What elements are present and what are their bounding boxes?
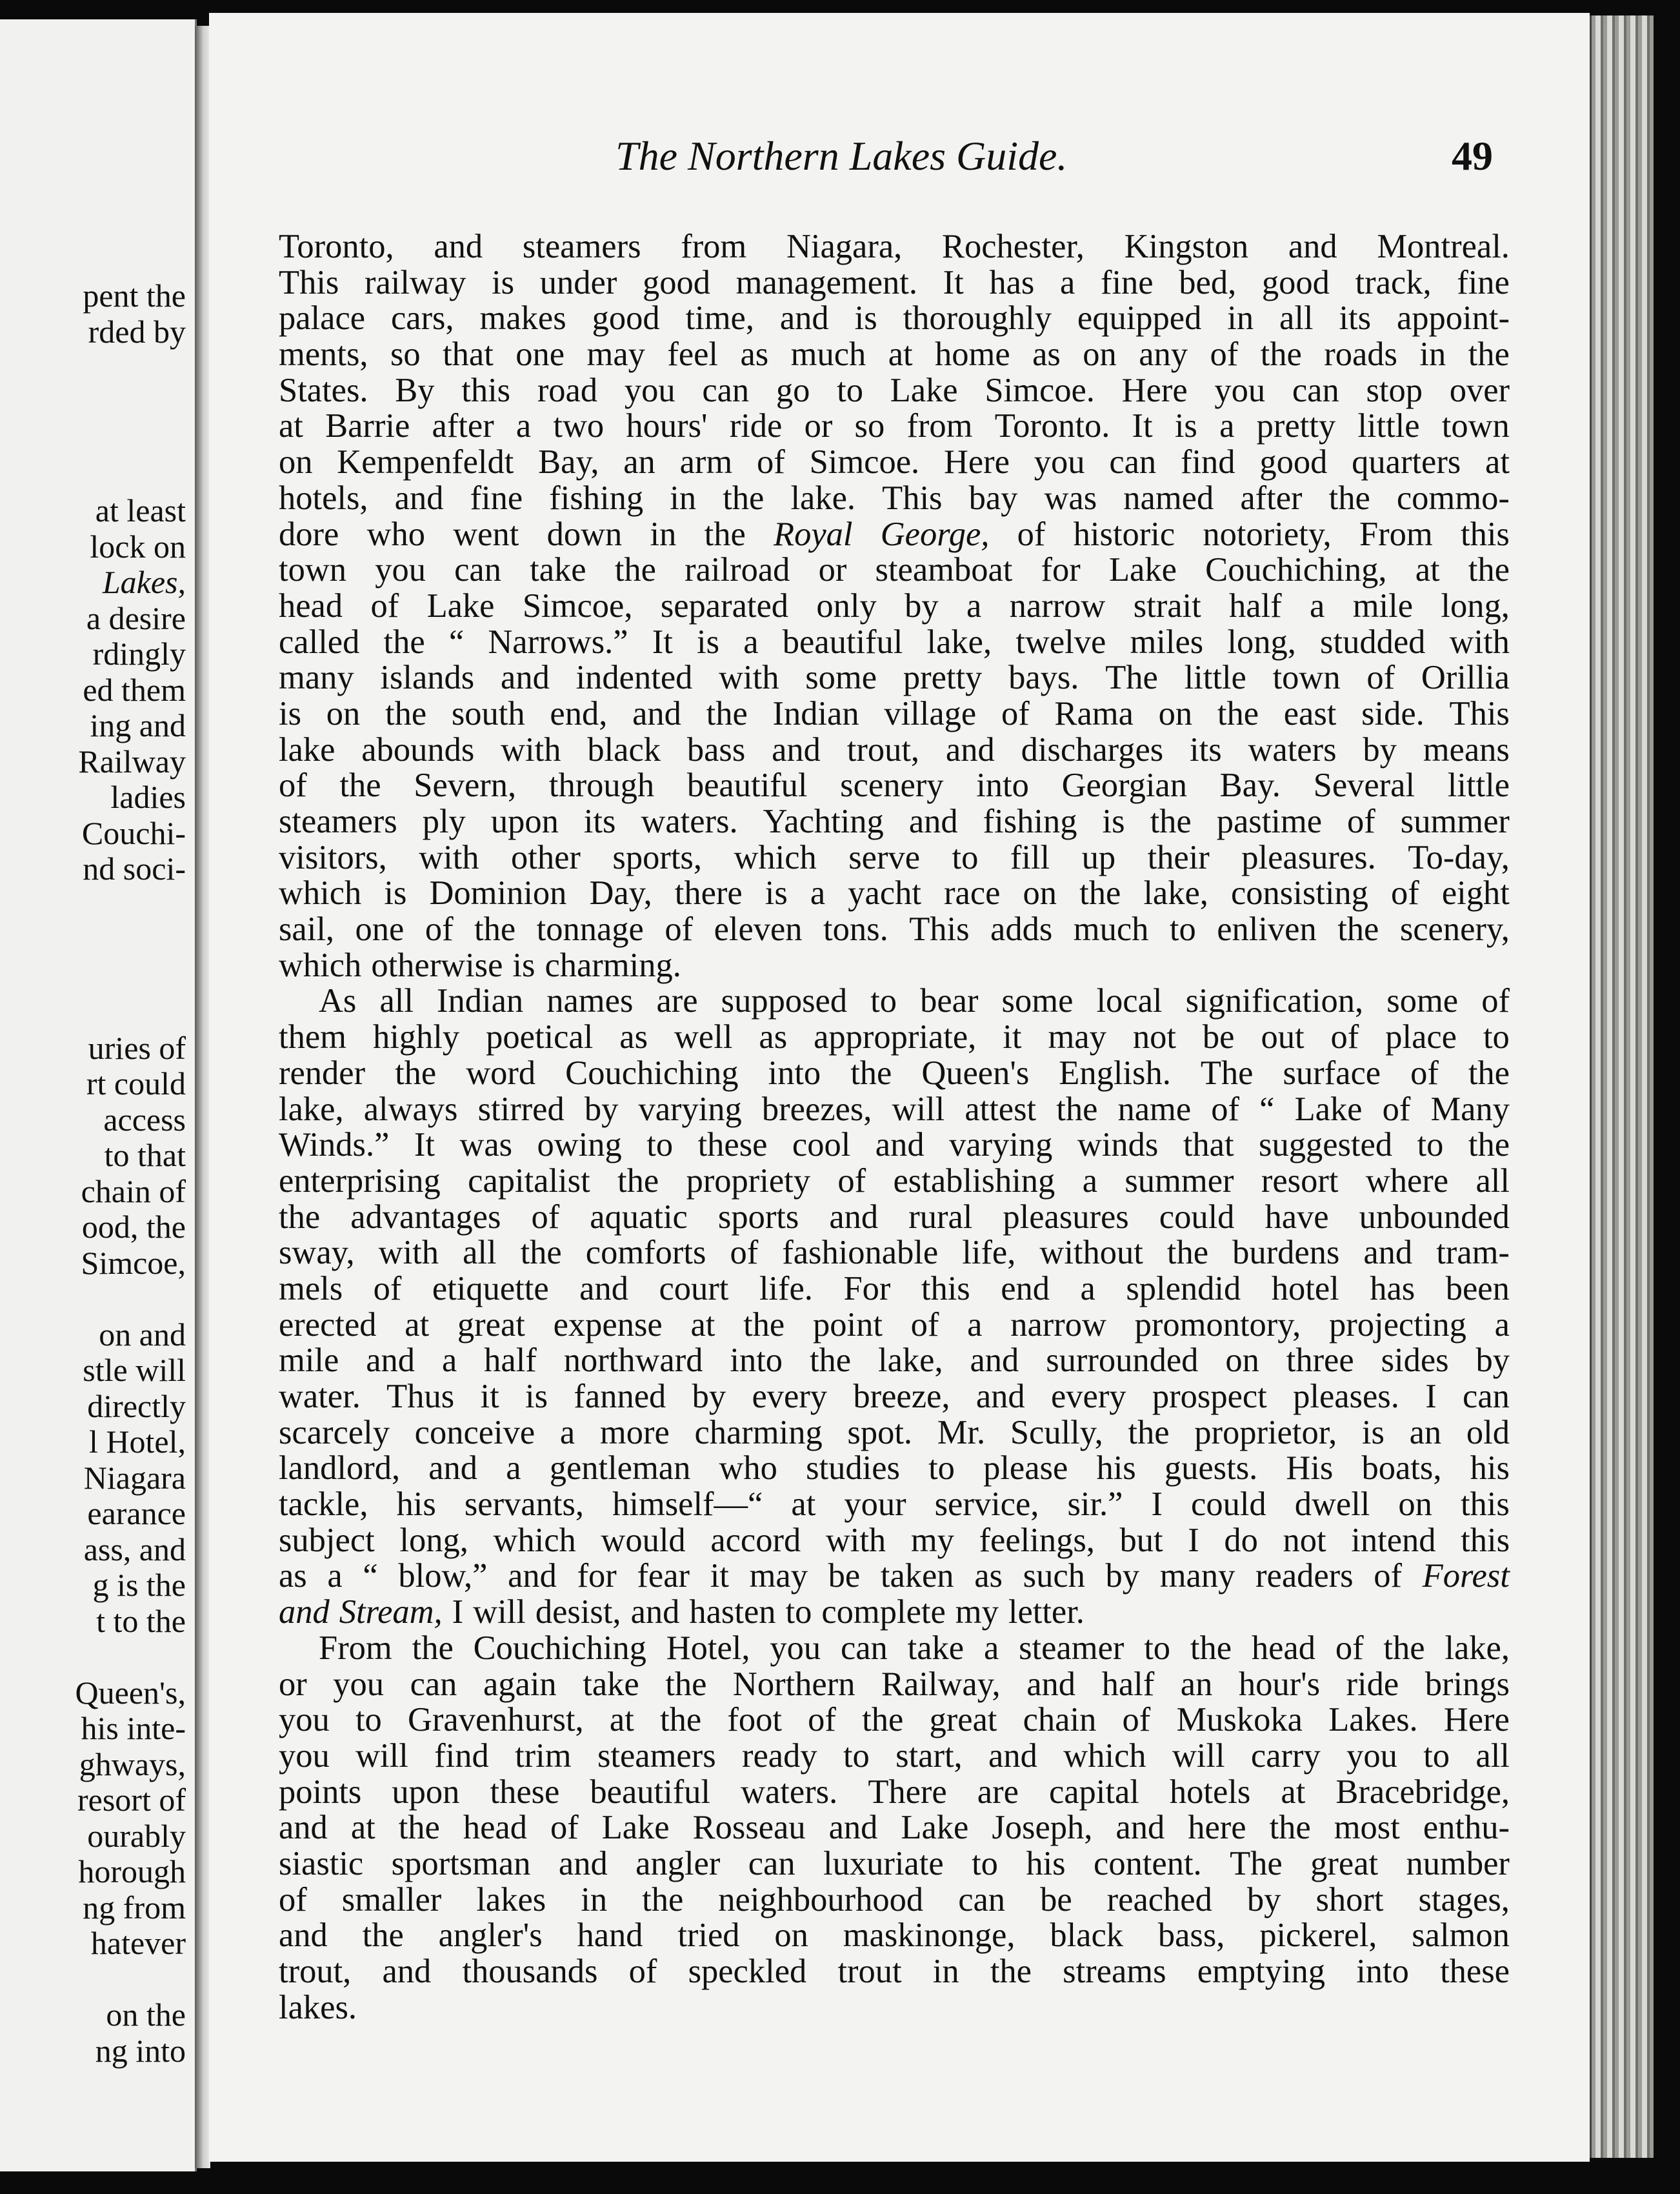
left-page-fragment: l Hotel, bbox=[89, 1424, 186, 1460]
text-line: ments, so that one may feel as much at home as on any of the roads in the bbox=[279, 336, 1510, 374]
left-page-fragment: to that bbox=[104, 1137, 186, 1173]
left-page-fragment: access bbox=[103, 1101, 186, 1138]
left-page-fragment: earance bbox=[87, 1495, 186, 1531]
left-page-fragment: chain of bbox=[81, 1172, 186, 1209]
left-page-fragment: directly bbox=[87, 1387, 186, 1424]
left-page-fragment: ghways, bbox=[79, 1746, 186, 1782]
left-page-fragment: a desire bbox=[86, 599, 186, 636]
text-line: at Barrie after a two hours' ride or so from Toronto. It is a pretty little town bbox=[279, 407, 1510, 445]
left-page-fragment: pent the bbox=[83, 277, 186, 314]
text-line: siastic sportsman and angler can luxuriate to his content. The great number bbox=[279, 1844, 1510, 1882]
text-line: water. Thus it is fanned by every breeze, and every prospect pleases. I can bbox=[279, 1378, 1510, 1415]
left-facing-page bbox=[0, 19, 197, 2171]
left-page-fragment: Simcoe, bbox=[81, 1244, 186, 1281]
text-line: States. By this road you can go to Lake Simcoe. Here you can stop over bbox=[279, 371, 1510, 409]
left-page-fragment: ng into bbox=[95, 2032, 186, 2069]
page-49 bbox=[209, 13, 1590, 2162]
text-line: scarcely conceive a more charming spot. Mr. Scully, the proprietor, is an old bbox=[279, 1413, 1510, 1451]
text-line: lake abounds with black bass and trout, and discharges its waters by means bbox=[279, 730, 1510, 769]
text-line: which otherwise is charming. bbox=[279, 946, 681, 984]
text-line: points upon these beautiful waters. There are capital hotels at Bracebridge, bbox=[279, 1773, 1510, 1811]
text-line: which is Dominion Day, there is a yacht race on the lake, consisting of eight bbox=[279, 874, 1510, 912]
text-line: town you can take the railroad or steamboat for Lake Couchiching, at the bbox=[279, 551, 1510, 589]
running-header-title: The Northern Lakes Guide. bbox=[615, 133, 1068, 179]
left-page-fragment: Lakes, bbox=[102, 564, 186, 600]
text-line: trout, and thousands of speckled trout in the streams emptying into these bbox=[279, 1953, 1510, 1990]
left-page-fragment: t to the bbox=[96, 1602, 186, 1639]
text-line: sail, one of the tonnage of eleven tons. This adds much to enliven the scenery, bbox=[279, 911, 1510, 949]
page-number: 49 bbox=[1452, 133, 1493, 179]
left-page-fragment: ood, the bbox=[81, 1209, 186, 1245]
text-line: lake, always stirred by varying breezes, will attest the name of “ Lake of Many bbox=[279, 1090, 1510, 1128]
text-line: lakes. bbox=[279, 1988, 357, 2026]
left-page-fragment: uries of bbox=[88, 1029, 186, 1066]
left-page-fragment: ladies bbox=[110, 779, 186, 815]
body-text bbox=[279, 229, 1510, 2026]
text-line: of smaller lakes in the neighbourhood can be reached by short stages, bbox=[279, 1880, 1510, 1918]
left-page-fragment: ass, and bbox=[83, 1531, 186, 1567]
text-line: subject long, which would accord with my feelings, but I do not intend this bbox=[279, 1521, 1510, 1559]
text-line: steamers ply upon its waters. Yachting and fishing is the pastime of summer bbox=[279, 803, 1510, 840]
text-line: Winds.” It was owing to these cool and varying winds that suggested to the bbox=[279, 1126, 1510, 1164]
left-page-fragment: rded by bbox=[88, 313, 186, 350]
text-line: This railway is under good management. It has a fine bed, good track, fine bbox=[279, 263, 1510, 301]
text-line: dore who went down in the Royal George, of historic notoriety, From this bbox=[279, 515, 1510, 553]
left-page-fragment: Couchi- bbox=[81, 814, 186, 851]
left-page-fragment: ourably bbox=[87, 1817, 186, 1854]
text-line: render the word Couchiching into the Queen's English. The surface of the bbox=[279, 1054, 1510, 1092]
left-page-fragment: rt could bbox=[86, 1065, 186, 1102]
left-page-fragment: g is the bbox=[92, 1567, 186, 1603]
text-line: and the angler's hand tried on maskinonge, black bass, pickerel, salmon bbox=[279, 1917, 1510, 1955]
text-line: sway, with all the comforts of fashionable life, without the burdens and tram- bbox=[279, 1234, 1510, 1272]
text-line: From the Couchiching Hotel, you can take a steamer to the head of the lake, bbox=[319, 1629, 1510, 1667]
text-line: enterprising capitalist the propriety of establishing a summer resort where all bbox=[279, 1162, 1510, 1200]
text-line: as a “ blow,” and for fear it may be taken as such by many readers of Forest bbox=[279, 1557, 1510, 1595]
left-page-fragment: ng from bbox=[83, 1889, 186, 1926]
left-page-fragment: nd soci- bbox=[83, 850, 186, 887]
text-line: is on the south end, and the Indian village of Rama on the east side. This bbox=[279, 694, 1510, 732]
page-edges bbox=[1590, 15, 1654, 2158]
text-line: head of Lake Simcoe, separated only by a narrow strait half a mile long, bbox=[279, 587, 1510, 625]
text-line: you to Gravenhurst, at the foot of the great chain of Muskoka Lakes. Here bbox=[279, 1701, 1510, 1739]
text-line: of the Severn, through beautiful scenery into Georgian Bay. Several little bbox=[279, 767, 1510, 805]
left-page-fragment: ing and bbox=[90, 707, 186, 743]
left-page-fragment: on and bbox=[99, 1316, 186, 1353]
text-line: As all Indian names are supposed to bear some local signification, some of bbox=[319, 982, 1510, 1020]
left-page-fragment: ed them bbox=[83, 671, 186, 708]
text-line: them highly poetical as well as appropriate, it may not be out of place to bbox=[279, 1018, 1510, 1056]
text-line: and at the head of Lake Rosseau and Lake Joseph, and here the most enthu- bbox=[279, 1809, 1510, 1847]
text-line: you will find trim steamers ready to start, and which will carry you to all bbox=[279, 1736, 1510, 1775]
left-page-fragment: Niagara bbox=[83, 1459, 186, 1496]
text-line: landlord, and a gentleman who studies to please his guests. His boats, his bbox=[279, 1449, 1510, 1487]
text-line: on Kempenfeldt Bay, an arm of Simcoe. Here you can find good quarters at bbox=[279, 443, 1510, 481]
text-line: erected at great expense at the point of a narrow promontory, projecting a bbox=[279, 1305, 1510, 1344]
left-page-fragment: stle will bbox=[83, 1352, 186, 1388]
text-line: visitors, with other sports, which serve to fill up their pleasures. To-day, bbox=[279, 838, 1510, 876]
left-page-fragment: on the bbox=[106, 1997, 186, 2033]
left-page-fragment: horough bbox=[78, 1853, 186, 1889]
text-line: Toronto, and steamers from Niagara, Rochester, Kingston and Montreal. bbox=[279, 228, 1510, 265]
text-line: called the “ Narrows.” It is a beautiful lake, twelve miles long, studded with bbox=[279, 623, 1510, 661]
text-line: or you can again take the Northern Railway, and half an hour's ride brings bbox=[279, 1665, 1510, 1703]
left-page-fragment: resort of bbox=[77, 1782, 186, 1818]
text-line: many islands and indented with some pretty bays. The little town of Orillia bbox=[279, 659, 1510, 697]
text-line: mile and a half northward into the lake, and surrounded on three sides by bbox=[279, 1342, 1510, 1380]
text-line: hotels, and fine fishing in the lake. This bay was named after the commo- bbox=[279, 479, 1510, 517]
left-page-fragment: lock on bbox=[90, 528, 186, 565]
left-page-fragment: rdingly bbox=[92, 636, 186, 672]
text-line: and Stream, I will desist, and hasten to complete my letter. bbox=[279, 1593, 1085, 1631]
text-line: mels of etiquette and court life. For this end a splendid hotel has been bbox=[279, 1269, 1510, 1307]
left-page-fragment: his inte- bbox=[81, 1710, 186, 1746]
left-page-fragment: Queen's, bbox=[75, 1674, 186, 1711]
text-line: tackle, his servants, himself—“ at your service, sir.” I could dwell on this bbox=[279, 1485, 1510, 1524]
left-page-fragment: hatever bbox=[90, 1925, 186, 1961]
text-line: the advantages of aquatic sports and rural pleasures could have unbounded bbox=[279, 1198, 1510, 1236]
left-page-fragment: at least bbox=[95, 492, 186, 528]
text-line: palace cars, makes good time, and is thoroughly equipped in all its appoint- bbox=[279, 299, 1510, 337]
left-page-fragment: Railway bbox=[78, 743, 186, 780]
book-gutter bbox=[195, 26, 210, 2168]
